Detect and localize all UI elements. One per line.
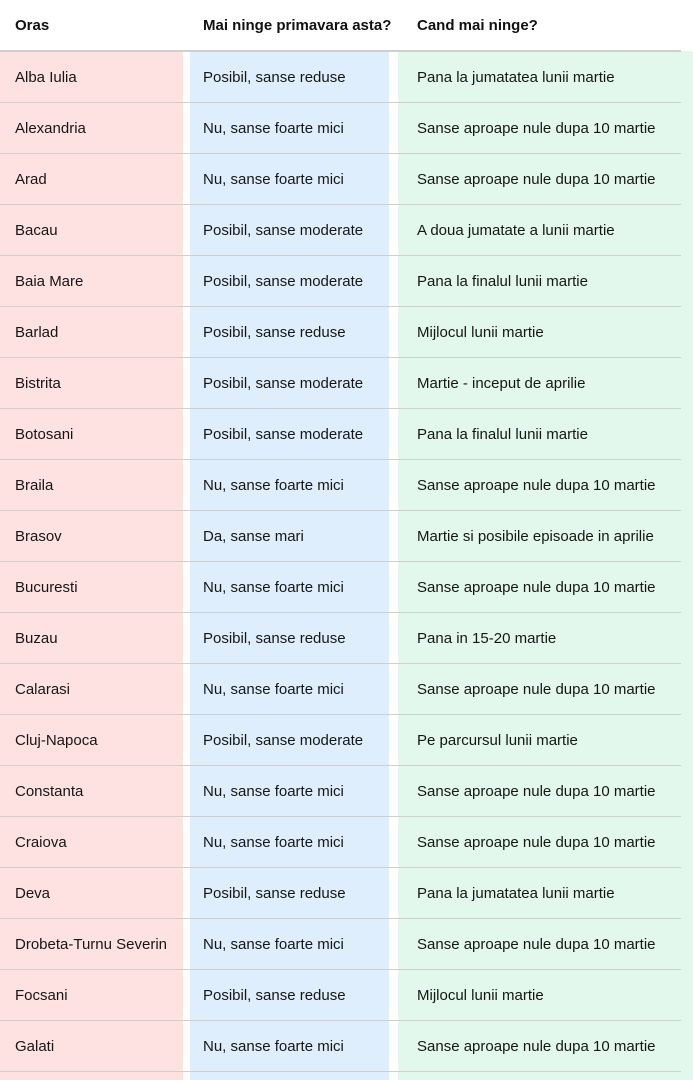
snow-cell: Nu, sanse foarte mici bbox=[203, 119, 344, 137]
table-row bbox=[0, 154, 681, 205]
when-cell: Pana la finalul lunii martie bbox=[417, 425, 588, 443]
city-cell: Alba Iulia bbox=[15, 68, 77, 86]
city-cell: Bistrita bbox=[15, 374, 61, 392]
when-cell: Mijlocul lunii martie bbox=[417, 986, 544, 1004]
snow-cell: Nu, sanse foarte mici bbox=[203, 170, 344, 188]
city-cell: Arad bbox=[15, 170, 47, 188]
snow-cell: Nu, sanse foarte mici bbox=[203, 782, 344, 800]
when-cell: Sanse aproape nule dupa 10 martie bbox=[417, 1037, 656, 1055]
snow-cell: Nu, sanse foarte mici bbox=[203, 476, 344, 494]
when-cell: Mijlocul lunii martie bbox=[417, 323, 544, 341]
city-cell: Cluj-Napoca bbox=[15, 731, 98, 749]
snow-cell: Nu, sanse foarte mici bbox=[203, 680, 344, 698]
city-cell: Drobeta-Turnu Severin bbox=[15, 935, 168, 953]
city-cell: Braila bbox=[15, 476, 54, 494]
when-cell: Sanse aproape nule dupa 10 martie bbox=[417, 782, 656, 800]
when-cell: Sanse aproape nule dupa 10 martie bbox=[417, 578, 656, 596]
snow-cell: Posibil, sanse moderate bbox=[203, 272, 364, 290]
when-cell: Pana in 15-20 martie bbox=[417, 629, 557, 647]
table-header bbox=[0, 0, 681, 52]
snow-cell: Posibil, sanse reduse bbox=[203, 986, 346, 1004]
city-cell: Barlad bbox=[15, 323, 59, 341]
header-when: Cand mai ninge? bbox=[417, 16, 538, 34]
table-row bbox=[0, 715, 681, 766]
table-row bbox=[0, 205, 681, 256]
table-row bbox=[0, 970, 681, 1021]
city-cell: Botosani bbox=[15, 425, 74, 443]
when-cell: Sanse aproape nule dupa 10 martie bbox=[417, 119, 656, 137]
snow-cell: Posibil, sanse moderate bbox=[203, 374, 364, 392]
snow-cell: Nu, sanse foarte mici bbox=[203, 578, 344, 596]
city-cell: Alexandria bbox=[15, 119, 86, 137]
header-city: Oras bbox=[15, 16, 50, 34]
city-cell: Focsani bbox=[15, 986, 68, 1004]
table-row bbox=[0, 511, 681, 562]
table-row bbox=[0, 817, 681, 868]
city-cell: Galati bbox=[15, 1037, 55, 1055]
when-cell: Sanse aproape nule dupa 10 martie bbox=[417, 476, 656, 494]
table-row bbox=[0, 919, 681, 970]
table-row bbox=[0, 103, 681, 154]
city-cell: Deva bbox=[15, 884, 51, 902]
table-row bbox=[0, 613, 681, 664]
table-row bbox=[0, 256, 681, 307]
table-row bbox=[0, 1021, 681, 1072]
snow-cell: Posibil, sanse moderate bbox=[203, 425, 364, 443]
snow-cell: Posibil, sanse reduse bbox=[203, 629, 346, 647]
city-cell: Baia Mare bbox=[15, 272, 84, 290]
table-row bbox=[0, 868, 681, 919]
when-cell: Martie - inceput de aprilie bbox=[417, 374, 586, 392]
when-cell: Pana la jumatatea lunii martie bbox=[417, 884, 615, 902]
when-cell: Sanse aproape nule dupa 10 martie bbox=[417, 680, 656, 698]
snow-cell: Nu, sanse foarte mici bbox=[203, 1037, 344, 1055]
snow-cell: Nu, sanse foarte mici bbox=[203, 935, 344, 953]
city-cell: Bucuresti bbox=[15, 578, 78, 596]
city-cell: Constanta bbox=[15, 782, 84, 800]
header-snow: Mai ninge primavara asta? bbox=[203, 16, 392, 34]
when-cell: Sanse aproape nule dupa 10 martie bbox=[417, 935, 656, 953]
table-row bbox=[0, 664, 681, 715]
snow-cell: Da, sanse mari bbox=[203, 527, 304, 545]
when-cell: Martie si posibile episoade in aprilie bbox=[417, 527, 654, 545]
when-cell: Sanse aproape nule dupa 10 martie bbox=[417, 833, 656, 851]
city-cell: Buzau bbox=[15, 629, 58, 647]
table-row bbox=[0, 307, 681, 358]
table-row bbox=[0, 52, 681, 103]
when-cell: Pana la finalul lunii martie bbox=[417, 272, 588, 290]
snow-cell: Nu, sanse foarte mici bbox=[203, 833, 344, 851]
when-cell: Sanse aproape nule dupa 10 martie bbox=[417, 170, 656, 188]
city-cell: Brasov bbox=[15, 527, 62, 545]
table-row bbox=[0, 358, 681, 409]
city-cell: Calarasi bbox=[15, 680, 71, 698]
snow-cell: Posibil, sanse reduse bbox=[203, 68, 346, 86]
city-cell: Bacau bbox=[15, 221, 58, 239]
when-cell: Pe parcursul lunii martie bbox=[417, 731, 578, 749]
table-row bbox=[0, 460, 681, 511]
city-cell: Craiova bbox=[15, 833, 67, 851]
snow-cell: Posibil, sanse reduse bbox=[203, 884, 346, 902]
table-row bbox=[0, 766, 681, 817]
table-row bbox=[0, 409, 681, 460]
when-cell: Pana la jumatatea lunii martie bbox=[417, 68, 615, 86]
table-row bbox=[0, 562, 681, 613]
when-cell: A doua jumatate a lunii martie bbox=[417, 221, 615, 239]
snow-cell: Posibil, sanse moderate bbox=[203, 731, 364, 749]
snow-cell: Posibil, sanse moderate bbox=[203, 221, 364, 239]
snow-cell: Posibil, sanse reduse bbox=[203, 323, 346, 341]
